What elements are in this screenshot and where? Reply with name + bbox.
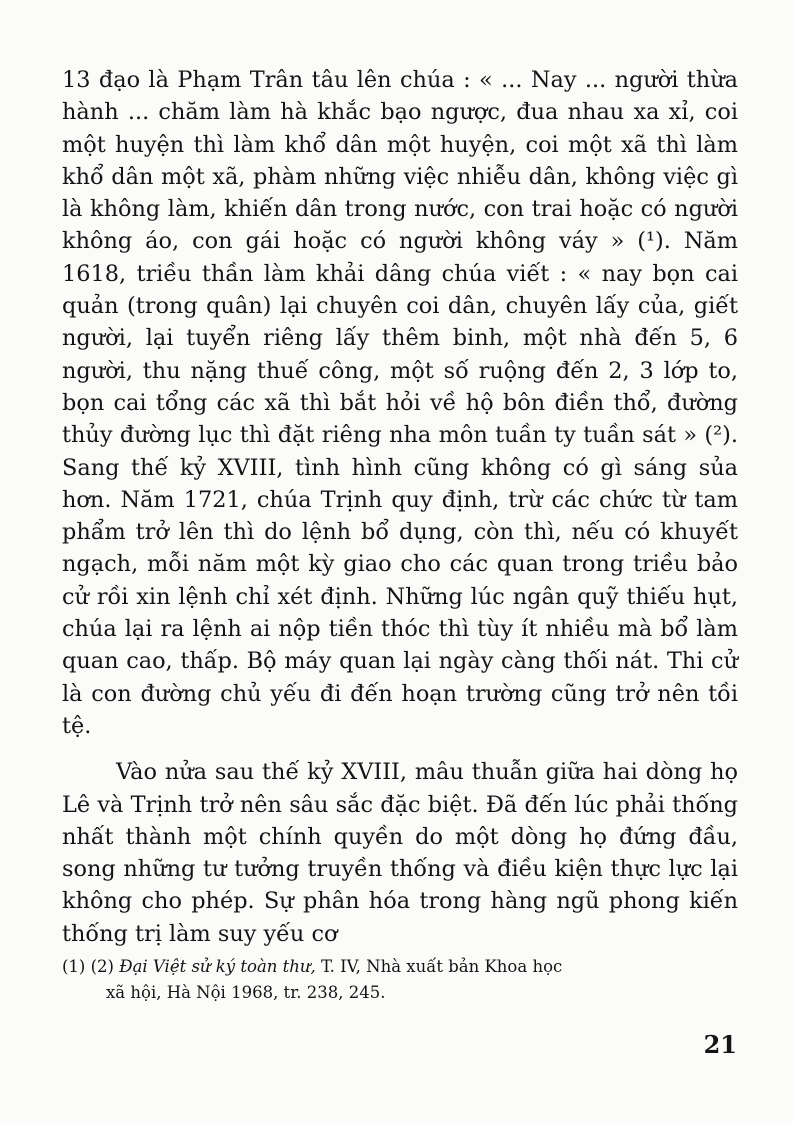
main-text [62, 64, 738, 950]
page-number: 21 [703, 1030, 737, 1059]
paragraph-2: Vào nửa sau thế kỷ XVIII, mâu thuẫn giữa hai dòng họ Lê và Trịnh trở nên sâu sắc đặc biệt. Đã đến lúc phải thống nhất thành một chính quyền do một dòng họ đứng đầu, song những tư tưởng truyền thống và điều kiện thực lực lại không cho phép. Sự phân hóa trong hàng ngũ phong kiến thống trị làm suy yếu cơ [62, 759, 738, 947]
footnote-details: T. IV, Nhà xuất bản Khoa học [321, 957, 563, 976]
footnote-line-1 [62, 954, 752, 980]
footnote-line-2: xã hội, Hà Nội 1968, tr. 238, 245. [106, 983, 386, 1002]
paragraph-1: 13 đạo là Phạm Trân tâu lên chúa : « ... Nay ... người thừa hành ... chăm làm hà khắc bạo ngược, đua nhau xa xỉ, coi một huyện thì làm khổ dân một huyện, coi một xã thì làm khổ dân một xã, phàm những việc nhiễu dân, không việc gì là không làm, khiến dân trong nước, con trai hoặc có người không áo, con gái hoặc có người không váy » (¹). Năm 1618, triều thần làm khải dâng chúa viết : « nay bọn cai quản (trong quân) lại chuyên coi dân, chuyên lấy của, giết người, lại tuyển riêng lấy thêm binh, một nhà đến 5, 6 người, thu nặng thuế công, một số ruộng đến 2, 3 lớp to, bọn cai tổng các xã thì bắt hỏi về hộ bôn điền thổ, đường thủy đường lục thì đặt riêng nha môn tuần ty tuần sát » (²). Sang thế kỷ XVIII, tình hình cũng không có gì sáng sủa hơn. Năm 1721, chúa Trịnh quy định, trừ các chức từ tam phẩm trở lên thì do lệnh bổ dụng, còn thì, nếu có khuyết ngạch, mỗi năm một kỳ giao cho các quan trong triều bảo cử rồi xin lệnh chỉ xét định. Những lúc ngân quỹ thiếu hụt, chúa lại ra lệnh ai nộp tiền thóc thì tùy ít nhiều mà bổ làm quan cao, thấp. Bộ máy quan lại ngày càng thối nát. Thi cử là con đường chủ yếu đi đến hoạn trường cũng trở nên tồi tệ. [62, 67, 738, 739]
footnote [62, 954, 752, 1006]
footnote-markers: (1) (2) [62, 957, 114, 976]
footnote-source-title: Đại Việt sử ký toàn thư, [119, 957, 316, 976]
